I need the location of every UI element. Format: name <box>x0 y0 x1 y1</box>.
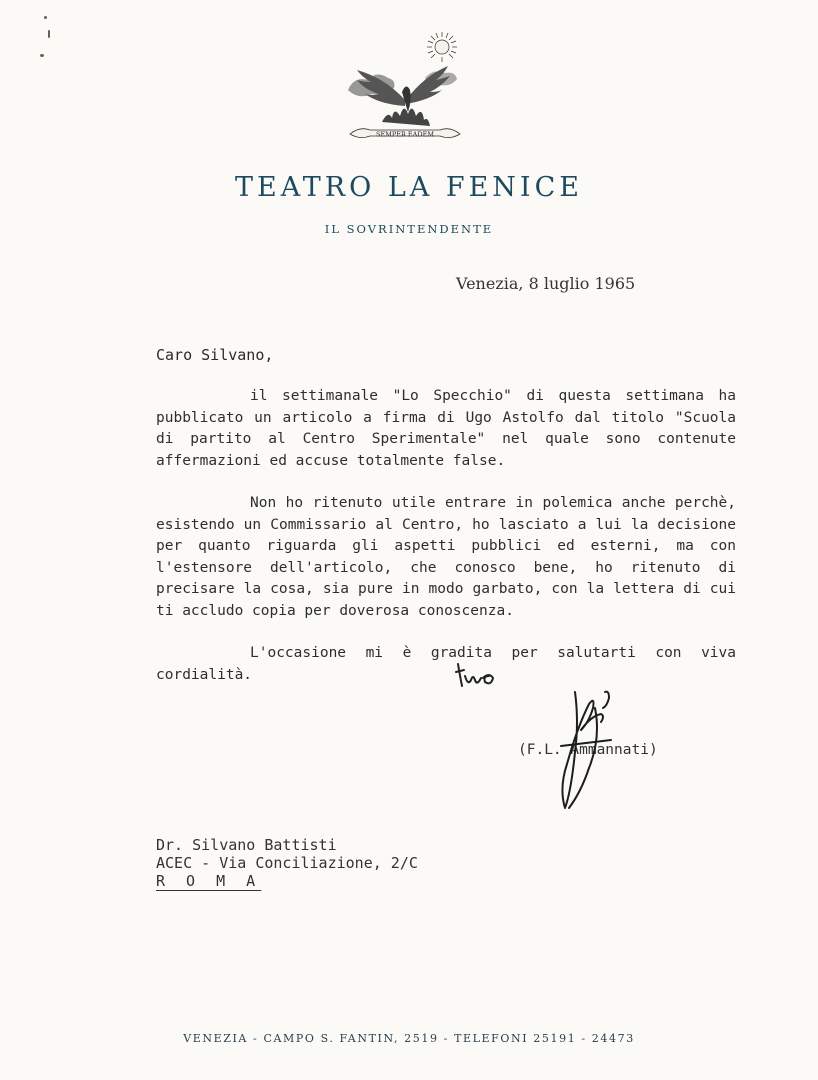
letterhead-footer: VENEZIA - CAMPO S. FANTIN, 2519 - TELEFONI 25191 - 24473 <box>183 1032 635 1045</box>
letter-date: Venezia, 8 luglio 1965 <box>456 274 636 293</box>
phoenix-emblem-icon <box>330 30 480 145</box>
letterhead-subtitle: IL SOVRINTENDENTE <box>324 222 494 236</box>
recipient-address <box>156 836 418 890</box>
letter-body <box>156 386 736 707</box>
signature-icon <box>535 688 635 813</box>
body-paragraph: L'occasione mi è gradita per salutarti con viva cordialità. <box>156 645 736 683</box>
emblem-motto: SEMPER EADEM <box>376 130 434 139</box>
recipient-street: ACEC - Via Conciliazione, 2/C <box>156 854 418 872</box>
body-paragraph: Non ho ritenuto utile entrare in polemica anche perchè, esistendo un Commissario al Centro, ho lasciato a lui la decisione per quanto riguarda gli aspetti pubblici ed esterni, ma con l'estensore dell'articolo, che conosco bene, ho ritenuto di precisare la cosa, sia pure in modo garbato, con la lettera di cui ti accludo copia per doverosa conoscenza. <box>156 495 736 619</box>
paper-speck <box>40 54 44 57</box>
letterhead-title: TEATRO LA FENICE <box>235 172 583 203</box>
handwritten-note <box>455 660 500 690</box>
signatory-name: (F.L. Ammannati) <box>518 742 658 758</box>
paper-speck <box>44 16 47 19</box>
letter-greeting: Caro Silvano, <box>156 346 274 364</box>
paper-speck <box>48 30 50 38</box>
recipient-name: Dr. Silvano Battisti <box>156 836 337 854</box>
body-paragraph: il settimanale "Lo Specchio" di questa settimana ha pubblicato un articolo a firma di Ugo Astolfo dal titolo "Scuola di partito al Centro Sperimentale" nel quale sono contenute affermazioni ed accuse totalmente false. <box>156 388 736 469</box>
recipient-city: R O M A <box>156 872 262 890</box>
